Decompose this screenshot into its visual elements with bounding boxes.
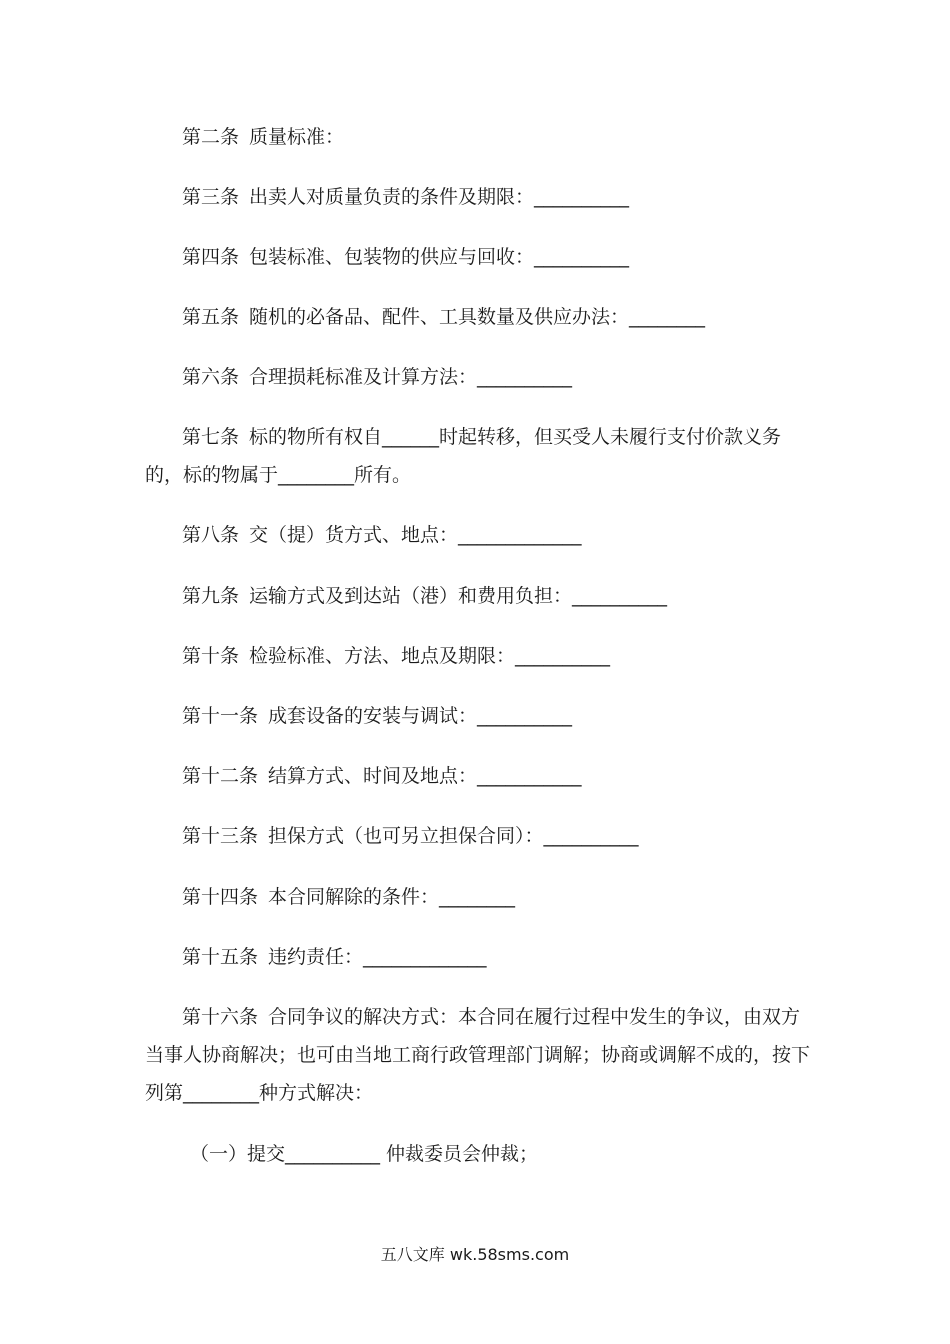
article-text: 运输方式及到达站（港）和费用负担：__________ bbox=[249, 585, 668, 607]
article-2 bbox=[145, 118, 810, 156]
article-label: 第十六条 bbox=[182, 1006, 259, 1028]
article-text: 合理损耗标准及计算方法：__________ bbox=[249, 366, 573, 388]
footer-watermark: 五八文库 wk.58sms.com bbox=[380, 1245, 570, 1264]
sub-item-text: （一）提交__________ 仲裁委员会仲裁； bbox=[190, 1143, 539, 1165]
article-text: 质量标准： bbox=[249, 126, 345, 148]
article-text: 本合同解除的条件：________ bbox=[268, 886, 516, 908]
article-3 bbox=[145, 178, 810, 216]
article-label: 第十五条 bbox=[182, 946, 259, 968]
article-text: 包装标准、包装物的供应与回收：__________ bbox=[249, 246, 630, 268]
article-text: 合同争议的解决方式：本合同在履行过程中发生的争议，由双方当事人协商解决；也可由当地工商行政管理部门调解；协商或调解不成的，按下列第________种方式解决： bbox=[145, 1006, 811, 1104]
article-text: 标的物所有权自______时起转移，但买受人未履行支付价款义务的，标的物属于________所有。 bbox=[145, 426, 782, 486]
article-text: 交（提）货方式、地点：_____________ bbox=[249, 524, 582, 546]
article-16 bbox=[145, 998, 810, 1112]
article-label: 第八条 bbox=[182, 524, 240, 546]
article-12 bbox=[145, 757, 810, 795]
article-label: 第九条 bbox=[182, 585, 240, 607]
article-15 bbox=[145, 938, 810, 976]
article-label: 第三条 bbox=[182, 186, 240, 208]
article-text: 结算方式、时间及地点：___________ bbox=[268, 765, 582, 787]
article-5 bbox=[145, 298, 810, 336]
article-label: 第五条 bbox=[182, 306, 240, 328]
article-label: 第十二条 bbox=[182, 765, 259, 787]
article-4 bbox=[145, 238, 810, 276]
article-9 bbox=[145, 577, 810, 615]
article-text: 担保方式（也可另立担保合同）：__________ bbox=[268, 825, 639, 847]
article-14 bbox=[145, 878, 810, 916]
article-text: 检验标准、方法、地点及期限：__________ bbox=[249, 645, 611, 667]
article-label: 第十一条 bbox=[182, 705, 259, 727]
article-text: 成套设备的安装与调试：__________ bbox=[268, 705, 573, 727]
article-label: 第十四条 bbox=[182, 886, 259, 908]
article-10 bbox=[145, 637, 810, 675]
article-8 bbox=[145, 516, 810, 554]
article-7 bbox=[145, 418, 810, 494]
article-text: 违约责任：_____________ bbox=[268, 946, 487, 968]
article-text: 出卖人对质量负责的条件及期限：__________ bbox=[249, 186, 630, 208]
article-6 bbox=[145, 358, 810, 396]
article-label: 第四条 bbox=[182, 246, 240, 268]
article-label: 第十三条 bbox=[182, 825, 259, 847]
article-13 bbox=[145, 817, 810, 855]
sub-item-1 bbox=[145, 1135, 810, 1173]
article-text: 随机的必备品、配件、工具数量及供应办法：________ bbox=[249, 306, 706, 328]
article-label: 第十条 bbox=[182, 645, 240, 667]
article-label: 第七条 bbox=[182, 426, 240, 448]
article-label: 第六条 bbox=[182, 366, 240, 388]
article-11 bbox=[145, 697, 810, 735]
article-label: 第二条 bbox=[182, 126, 240, 148]
